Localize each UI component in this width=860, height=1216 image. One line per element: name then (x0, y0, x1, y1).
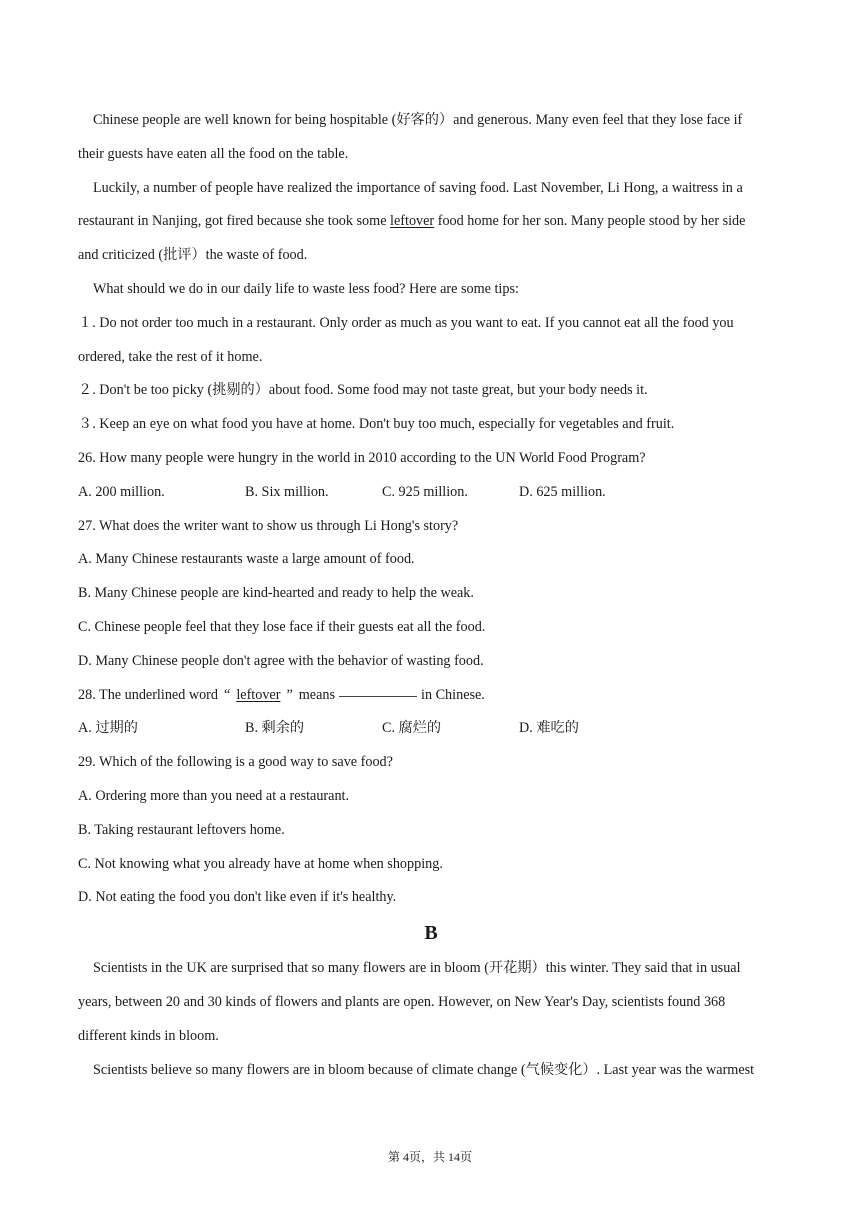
q28-close-quote: ” (286, 686, 293, 703)
q27-option-c: C. Chinese people feel that they lose face if their guests eat all the food. (78, 618, 486, 635)
q26-option-b: B. Six million. (245, 483, 329, 500)
q29-option-d: D. Not eating the food you don't like even if it's healthy. (78, 889, 397, 906)
q26-option-d: D. 625 million. (519, 483, 606, 500)
q28-open-quote: “ (224, 686, 231, 703)
q28-option-a: A. 过期的 (78, 720, 138, 737)
tip-1-line1: １. Do not order too much in a restaurant. Only order as much as you want to eat. If you cannot eat all the food you (78, 314, 734, 331)
section-b-p2-line1: Scientists believe so many flowers are in bloom because of climate change (气候变化）. Last year was the warmest (93, 1061, 755, 1078)
tip-3: ３. Keep an eye on what food you have at home. Don't buy too much, especially for vegetables and fruit. (78, 416, 675, 433)
q27-option-a: A. Many Chinese restaurants waste a large amount of food. (78, 551, 415, 568)
question-26-options (78, 476, 784, 510)
section-b-p1-line2: years, between 20 and 30 kinds of flowers and plants are open. However, on New Year's Day, scientists found 368 (78, 993, 726, 1010)
passage-a-p2-line1: Luckily, a number of people have realized the importance of saving food. Last November, Li Hong, a waitress in a (93, 179, 743, 196)
q27-option-d: D. Many Chinese people don't agree with the behavior of wasting food. (78, 652, 484, 669)
q28-stem-pre: 28. The underlined word (78, 686, 219, 703)
question-26-stem: 26. How many people were hungry in the world in 2010 according to the UN World Food Program? (78, 449, 646, 466)
document-page (78, 104, 784, 1087)
p2-line2-pre: restaurant in Nanjing, got fired because she took some (78, 213, 391, 230)
passage-a-p3: What should we do in our daily life to waste less food? Here are some tips: (93, 280, 519, 297)
passage-a-p1-line2: their guests have eaten all the food on the table. (78, 145, 349, 162)
question-28-options (78, 712, 784, 746)
section-b-p1-line3: different kinds in bloom. (78, 1027, 219, 1044)
answer-blank (339, 695, 417, 697)
question-29-stem: 29. Which of the following is a good way to save food? (78, 754, 393, 771)
passage-a-p2-line2 (78, 205, 784, 239)
q28-option-b: B. 剩余的 (245, 720, 305, 737)
p2-line2-post: food home for her son. Many people stood by her side (434, 213, 746, 230)
q26-option-a: A. 200 million. (78, 483, 165, 500)
q29-option-b: B. Taking restaurant leftovers home. (78, 821, 285, 838)
q28-underlined-word: leftover (236, 686, 281, 703)
underlined-word-leftover: leftover (390, 213, 435, 230)
q27-option-b: B. Many Chinese people are kind-hearted and ready to help the weak. (78, 585, 474, 602)
tip-2: ２. Don't be too picky (挑剔的）about food. Some food may not taste great, but your body needs it. (78, 382, 648, 399)
section-b-p1-line1: Scientists in the UK are surprised that so many flowers are in bloom (开花期）this winter. They said that in usual (93, 960, 741, 977)
q28-stem-means: means (298, 686, 336, 703)
passage-a-p1-line1: Chinese people are well known for being hospitable (好客的）and generous. Many even feel that they lose face if (93, 112, 743, 128)
question-28-stem (78, 679, 784, 713)
q29-option-c: C. Not knowing what you already have at home when shopping. (78, 855, 443, 872)
passage-a-p2-line3: and criticized (批评）the waste of food. (78, 247, 308, 264)
q28-option-c: C. 腐烂的 (382, 720, 442, 737)
page-footer: 第 4页，共 14页 (387, 1150, 472, 1164)
q28-stem-after: in Chinese. (421, 686, 485, 703)
section-b-title: B (424, 922, 438, 945)
q29-option-a: A. Ordering more than you need at a restaurant. (78, 787, 350, 804)
q26-option-c: C. 925 million. (382, 483, 468, 500)
q28-option-d: D. 难吃的 (519, 720, 579, 737)
question-27-stem: 27. What does the writer want to show us through Li Hong's story? (78, 517, 459, 534)
tip-1-line2: ordered, take the rest of it home. (78, 348, 263, 365)
